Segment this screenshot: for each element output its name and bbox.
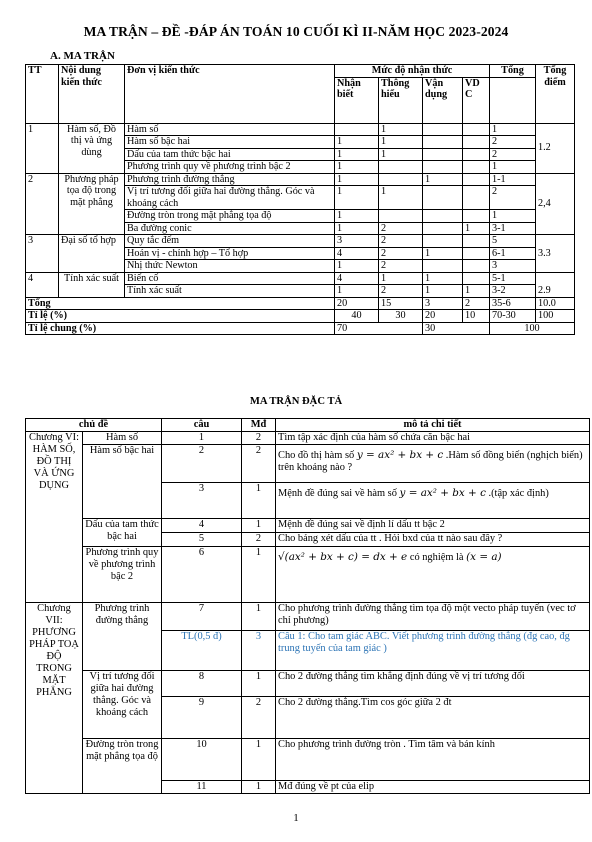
ratio-row [26,310,575,323]
cau-cell: 9 [162,697,242,739]
g2-r2-unit: Vị trí tương đối giữa hai đường thẳng. Góc và khoảng cách [125,186,335,210]
g4-content: Tính xác suất [59,272,125,297]
md-cell: 2 [242,697,276,739]
cell: 1 [335,222,379,235]
page-number: 1 [293,812,299,824]
g1-score: 1.2 [536,123,575,173]
cell: 1 [423,285,463,298]
desc-cell: Tìm tập xác định của hàm số chứa căn bậc hai [276,432,590,445]
hdr-vdc: VD C [463,77,490,123]
spec-title: MA TRẬN ĐẶC TẢ [249,396,343,407]
cell [423,186,463,210]
g2-content: Phương pháp tọa độ trong mặt phẳng [59,173,125,235]
matrix-table [25,64,575,335]
md-cell: 1 [242,739,276,781]
hdr-th: Thông hiểu [379,77,423,123]
g3-r3-unit: Nhị thức Newton [125,260,335,273]
cell [463,186,490,210]
hdr-vd: Vận dụng [423,77,463,123]
g1-tt: 1 [26,123,59,173]
document-title: MA TRẬN – ĐỀ -ĐÁP ÁN TOÁN 10 CUỐI KÌ II-NĂM HỌC 2023-2024 [83,24,509,39]
md-cell: 3 [242,631,276,671]
md-cell: 1 [242,519,276,533]
md-cell: 1 [242,547,276,603]
g3-r1-unit: Quy tắc đếm [125,235,335,248]
cell [463,136,490,149]
cell: 30 [379,310,423,323]
md-cell: 1 [242,781,276,794]
cell: 1 [335,148,379,161]
cell: 1 [490,161,536,174]
formula: y = ax² + bx + c [356,449,444,461]
cell [463,235,490,248]
desc-text: có nghiệm là [409,552,464,563]
cell: 6-1 [490,247,536,260]
desc-text: .(tập xác định) [488,488,549,499]
hdr-content: Nội dung kiến thức [59,65,125,124]
cell: 1 [490,210,536,223]
formula: √(ax² + bx + c) = dx + e [278,551,408,563]
topic-cell: Phương trình đường thẳng [83,603,162,671]
cau-cell: 6 [162,547,242,603]
matrix-header-row [26,65,575,78]
cell: 1 [463,222,490,235]
cell: 100 [536,310,575,323]
g3-r2-unit: Hoán vị - chỉnh hợp – Tổ hợp [125,247,335,260]
hdr-level: Mức độ nhận thức [335,65,490,78]
cell: 2 [379,235,423,248]
g2-tt: 2 [26,173,59,235]
g2-r3-unit: Đường tròn trong mặt phẳng tọa độ [125,210,335,223]
ratio-general-label: Tỉ lệ chung (%) [26,322,335,335]
g1-r4-unit: Phương trình quy về phương trình bậc 2 [125,161,335,174]
desc-cell: Mệnh đề đúng sai về định lí dấu tt bậc 2 [276,519,590,533]
cell: 2 [490,186,536,210]
cell: 1 [335,260,379,273]
cell [463,260,490,273]
total-row [26,297,575,310]
g1-r1-unit: Hàm số [125,123,335,136]
cell: 3 [490,260,536,273]
ratio-label: Tỉ lệ (%) [26,310,335,323]
cell: 1 [335,173,379,186]
formula: (x = a) [466,551,502,563]
cell: 10 [463,310,490,323]
hdr-nb: Nhận biết [335,77,379,123]
spec-table [25,418,590,794]
cell [423,136,463,149]
hdr-cau: câu [162,419,242,432]
g4-r2-unit: Tính xác suất [125,285,335,298]
cell: 1 [423,173,463,186]
hdr-md: Mđ [242,419,276,432]
cell: 20 [423,310,463,323]
desc-cell: Cho 2 đường thẳng.Tìm cos góc giữa 2 đt [276,697,590,739]
cell: 5-1 [490,272,536,285]
cell: 1 [335,285,379,298]
g4-r1-unit: Biến cố [125,272,335,285]
cell [423,222,463,235]
desc-cell: Cho bảng xét dấu của tt . Hỏi bxd của tt nào sau đây ? [276,533,590,547]
cell: 1-1 [490,173,536,186]
chapter-7: Chương VII: PHƯƠNG PHÁP TOẠ ĐỘ TRONG MẶT PHẲNG [26,603,83,794]
cell: 4 [335,247,379,260]
cell: 1 [379,272,423,285]
cell [423,235,463,248]
cell: 2 [379,285,423,298]
hdr-chapter: chủ đề [26,419,162,432]
hdr-unit: Đơn vị kiến thức [125,65,335,124]
cell [423,148,463,161]
cell: 1 [379,123,423,136]
desc-cell [276,445,590,483]
md-cell: 2 [242,432,276,445]
cell: 1 [335,136,379,149]
cau-cell: 3 [162,483,242,519]
g2-score: 2,4 [536,173,575,235]
desc-text: Mệnh đề đúng sai về hàm số [278,488,397,499]
cau-cell: TL(0,5 đ) [162,631,242,671]
cell: 20 [335,297,379,310]
cell [423,161,463,174]
g1-r2-unit: Hàm số bậc hai [125,136,335,149]
cell [463,123,490,136]
cell: 10.0 [536,297,575,310]
topic-cell: Hàm số [83,432,162,445]
cell: 1 [335,161,379,174]
cau-cell: 5 [162,533,242,547]
cell [463,272,490,285]
g1-r3-unit: Dấu của tam thức bậc hai [125,148,335,161]
cell: 1 [379,148,423,161]
cell [379,161,423,174]
topic-cell: Vị trí tương đối giữa hai đường thẳng. Góc và khoảng cách [83,671,162,739]
desc-cell: Câu 1: Cho tam giác ABC. Viết phương trình đường thẳng (đg cao, đg trung tuyến của tam giác ) [276,631,590,671]
cell: 100 [490,322,575,335]
cell: 1 [379,136,423,149]
g2-r4-unit: Ba đường conic [125,222,335,235]
desc-cell [276,483,590,519]
cell [423,260,463,273]
cell: 3 [335,235,379,248]
cell [379,173,423,186]
formula: y = ax² + bx + c [399,487,486,499]
hdr-total: Tổng [490,65,536,78]
cell: 1 [463,285,490,298]
hdr-score: Tổng điểm [536,65,575,124]
topic-cell: Hàm số bậc hai [83,445,162,519]
cell: 30 [423,322,490,335]
cell: 1 [335,210,379,223]
cell: 15 [379,297,423,310]
cell [423,210,463,223]
topic-cell: Dấu của tam thức bậc hai [83,519,162,547]
cell: 40 [335,310,379,323]
cell [335,123,379,136]
g1-content: Hàm số, Đồ thị và ứng dùng [59,123,125,173]
cell: 70 [335,322,423,335]
desc-cell [276,547,590,603]
section-a-heading: A. MA TRẬN [50,50,115,62]
chapter-6: Chương VI: HÀM SỐ, ĐỒ THỊ VÀ ỨNG DỤNG [26,432,83,603]
cell [463,247,490,260]
hdr-total-sub [490,77,536,123]
cell [463,173,490,186]
cau-cell: 2 [162,445,242,483]
g3-content: Đại số tổ hợp [59,235,125,273]
cau-cell: 7 [162,603,242,631]
cell: 2 [490,136,536,149]
topic-cell: Đường tròn trong mặt phẳng tọa độ [83,739,162,794]
g3-score: 3.3 [536,235,575,273]
spec-header-row [26,419,590,432]
cau-cell: 4 [162,519,242,533]
md-cell: 2 [242,445,276,483]
cell: 2 [379,247,423,260]
cell: 2 [463,297,490,310]
cell: 1 [423,247,463,260]
cau-cell: 11 [162,781,242,794]
cell: 1 [490,123,536,136]
md-cell: 1 [242,671,276,697]
md-cell: 1 [242,483,276,519]
cell [463,148,490,161]
cell: 3-2 [490,285,536,298]
desc-text: .Hàm số đồng biến (nghịch biến) trên khoảng nào ? [278,450,583,473]
cell: 1 [335,186,379,210]
cau-cell: 1 [162,432,242,445]
cell: 70-30 [490,310,536,323]
g4-tt: 4 [26,272,59,297]
desc-cell: Mđ đúng về pt của elip [276,781,590,794]
total-label: Tổng [26,297,335,310]
ratio-general-row [26,322,575,335]
cell: 1 [379,186,423,210]
cell: 35-6 [490,297,536,310]
g2-r1-unit: Phương trình đường thẳng [125,173,335,186]
desc-cell: Cho phương trình đường thẳng tìm tọa độ một vecto pháp tuyến (vec tơ chỉ phương) [276,603,590,631]
cell: 1 [423,272,463,285]
hdr-tt: TT [26,65,59,124]
hdr-desc: mô tả chi tiết [276,419,590,432]
md-cell: 1 [242,603,276,631]
g4-score: 2.9 [536,272,575,297]
cau-cell: 10 [162,739,242,781]
cell: 2 [379,222,423,235]
cell [379,210,423,223]
md-cell: 2 [242,533,276,547]
cell [463,161,490,174]
cell: 2 [490,148,536,161]
cell [463,210,490,223]
topic-cell: Phương trình quy về phương trình bậc 2 [83,547,162,603]
cell: 2 [379,260,423,273]
desc-cell: Cho 2 đường thẳng tìm khẳng định đúng về vị trí tương đối [276,671,590,697]
desc-text: Cho đồ thị hàm số [278,450,355,461]
g3-tt: 3 [26,235,59,273]
cell: 5 [490,235,536,248]
cell: 3 [423,297,463,310]
desc-cell: Cho phương trình đường tròn . Tìm tâm và bán kính [276,739,590,781]
cau-cell: 8 [162,671,242,697]
cell [423,123,463,136]
cell: 4 [335,272,379,285]
cell: 3-1 [490,222,536,235]
